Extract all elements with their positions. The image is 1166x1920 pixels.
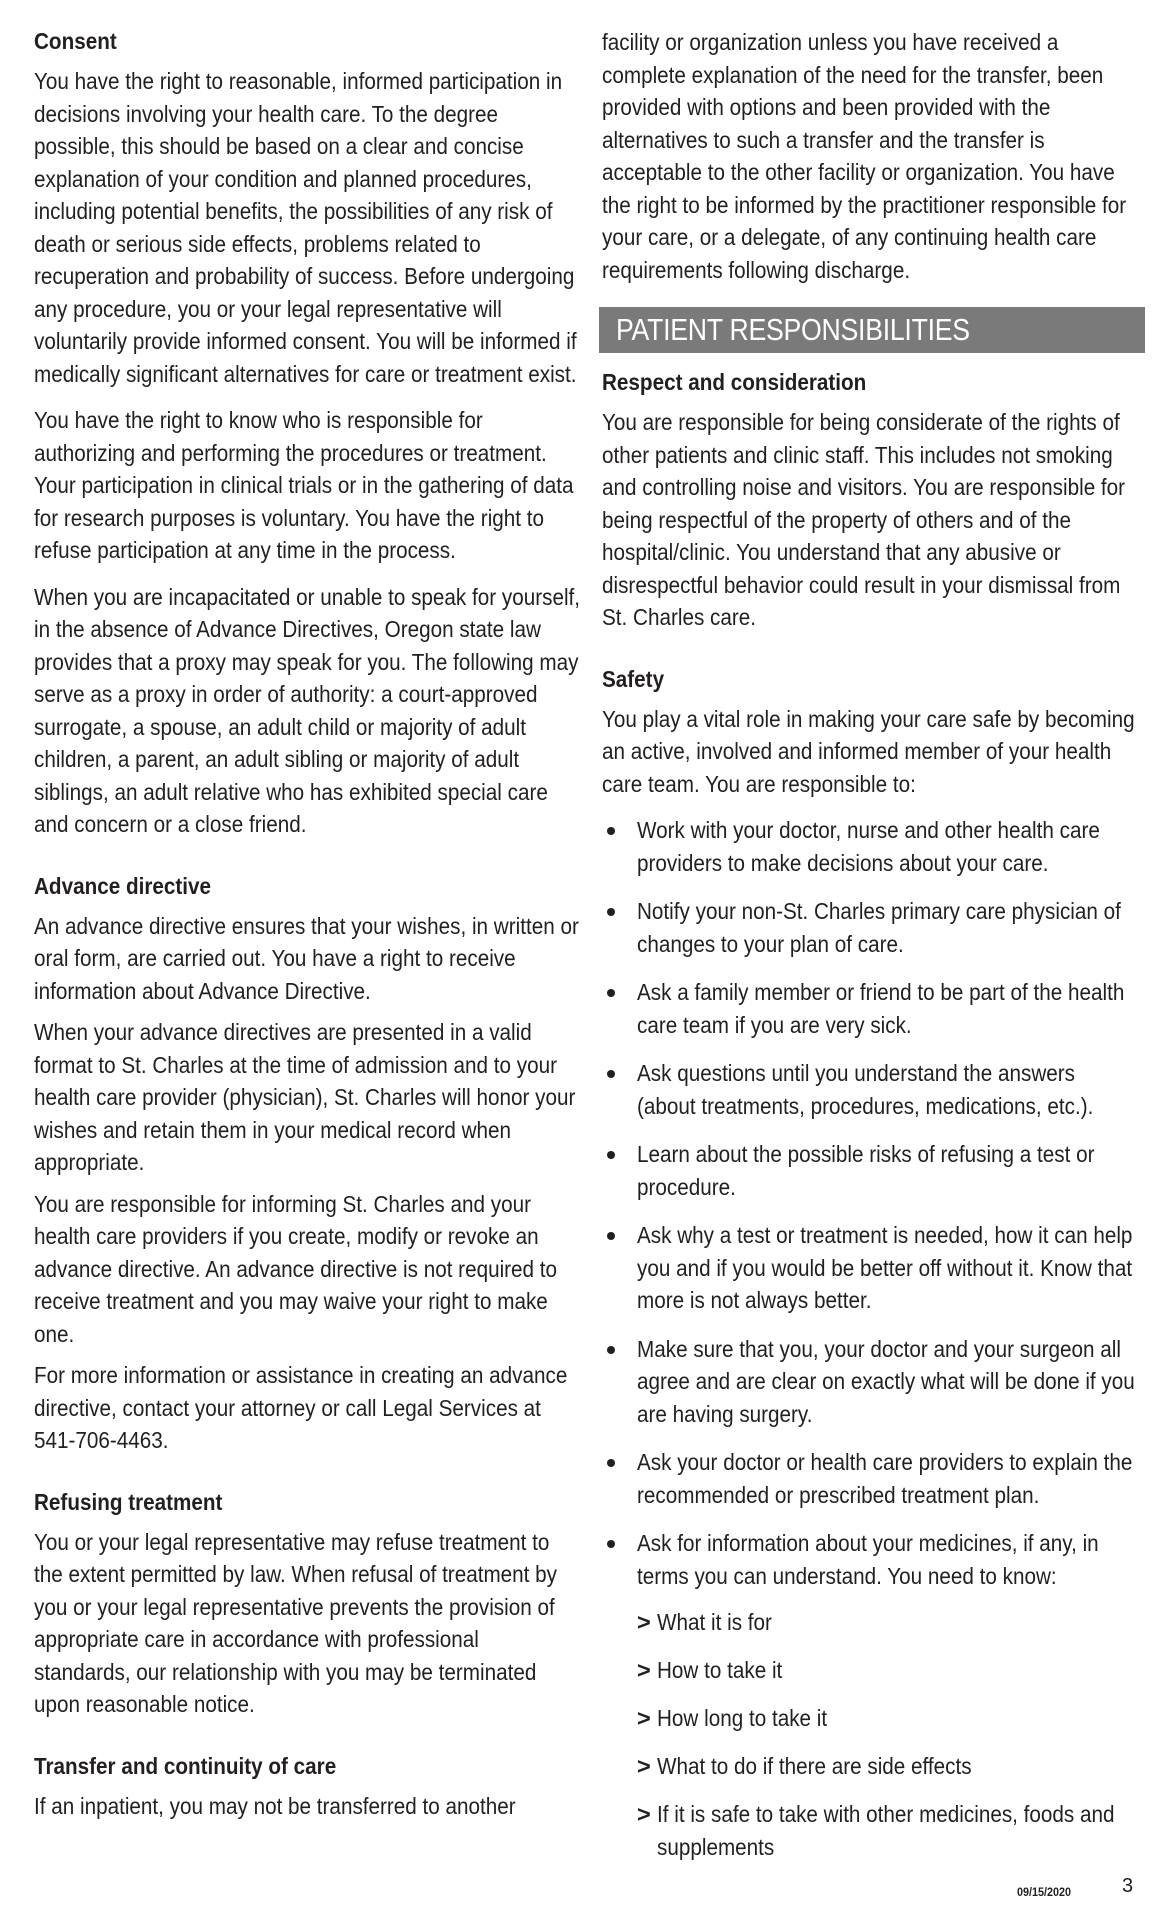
advance-directive-paragraph: When your advance directives are presented in a valid format to St. Charles at the time of admission and to your health care provider (physician), St. Charles will honor your wishes and retain them in your medical record when appropriate. xyxy=(34,1019,576,1175)
advance-directive-paragraph: You are responsible for informing St. Charles and your health care providers if you create, modify or revoke an advance directive. An advance directive is not required to receive treatment and you may waive your right to make one. xyxy=(34,1190,558,1347)
safety-heading: Safety xyxy=(602,665,665,692)
list-item: Work with your doctor, nurse and other health care providers to make decisions about your care. xyxy=(602,814,1137,879)
refusing-treatment-paragraph: You or your legal representative may refuse treatment to the extent permitted by law. When refusal of treatment by you or your legal representative prevents the provision of appropriate care in accordance with professional standards, our relationship with you may be terminated upon reasonable notice. xyxy=(34,1528,558,1717)
list-item: Make sure that you, your doctor and your surgeon all agree and are clear on exactly what will be done if you are having surgery. xyxy=(602,1333,1137,1431)
advance-directive-paragraph: An advance directive ensures that your wishes, in written or oral form, are carried out. You have a right to receive information about Advance Directive. xyxy=(34,912,579,1004)
chevron-right-icon: > xyxy=(637,1705,651,1731)
bullet-icon xyxy=(607,1459,615,1467)
sub-list-item: > If it is safe to take with other medicines, foods and supplements xyxy=(637,1798,1137,1863)
transfer-paragraph: If an inpatient, you may not be transferred to another xyxy=(34,1792,516,1819)
left-column xyxy=(34,26,579,1822)
bullet-icon xyxy=(607,1070,615,1078)
list-item: Ask a family member or friend to be part of the health care team if you are very sick. xyxy=(602,976,1137,1041)
bullet-icon xyxy=(607,1232,615,1240)
sub-list-item: > What it is for xyxy=(637,1606,1137,1639)
list-item: Learn about the possible risks of refusing a test or procedure. xyxy=(602,1138,1137,1203)
advance-directive-heading: Advance directive xyxy=(34,872,212,899)
consent-heading: Consent xyxy=(34,28,117,54)
right-column xyxy=(602,26,1137,1879)
banner-title: PATIENT RESPONSIBILITIES xyxy=(616,312,970,347)
consent-paragraph: You have the right to reasonable, informed participation in decisions involving your health care. To the degree possible, this should be based on a clear and concise explanation of your condition and planned procedures, including potential benefits, the possibilities of any risk of death or serious side effects, problems related to recuperation and probability of success. Before undergoing any procedure, you or your legal representative will voluntarily provide informed consent. You will be informed if medically significant alternatives for care or treatment exist. xyxy=(34,68,577,387)
list-item: Ask questions until you understand the answers (about treatments, procedures, medications, etc.). xyxy=(602,1057,1137,1122)
consent-paragraph: You have the right to know who is responsible for authorizing and performing the procedures or treatment. Your participation in clinical trials or in the gathering of data for research purposes is voluntary. You have the right to refuse participation at any time in the process. xyxy=(34,407,574,563)
bullet-icon xyxy=(607,1151,615,1159)
patient-responsibilities-banner xyxy=(599,307,1145,353)
safety-bullet-list xyxy=(602,814,1137,1863)
refusing-treatment-heading: Refusing treatment xyxy=(34,1488,223,1515)
sub-list-item: > How long to take it xyxy=(637,1702,1137,1735)
safety-intro: You play a vital role in making your care safe by becoming an active, involved and informed member of your health care team. You are responsible to: xyxy=(602,705,1135,797)
chevron-right-icon: > xyxy=(637,1609,651,1635)
sub-list-item: > How to take it xyxy=(637,1654,1137,1687)
chevron-right-icon: > xyxy=(637,1657,651,1683)
respect-paragraph: You are responsible for being considerate of the rights of other patients and clinic staff. This includes not smoking and controlling noise and visitors. You are responsible for being respectful of the property of others and of the hospital/clinic. You understand that any abusive or disrespectful behavior could result in your dismissal from St. Charles care. xyxy=(602,409,1126,630)
advance-directive-paragraph: For more information or assistance in creating an advance directive, contact your attorney or call Legal Services at 541-706-4463. xyxy=(34,1362,568,1453)
medicine-questions-list xyxy=(637,1606,1137,1863)
chevron-right-icon: > xyxy=(637,1801,651,1827)
page-number: 3 xyxy=(1122,1875,1134,1897)
bullet-icon xyxy=(607,1540,615,1548)
consent-paragraph: When you are incapacitated or unable to speak for yourself, in the absence of Advance Directives, Oregon state law provides that a proxy may speak for you. The following may serve as a proxy in order of authority: a court-approved surrogate, a spouse, an adult child or majority of adult children, a parent, an adult sibling or majority of adult siblings, an adult relative who has exhibited special care and concern or a close friend. xyxy=(34,583,581,837)
list-item: Ask for information about your medicines, if any, in terms you can understand. You need to know: > What it is for > How to take it > How long to take it > What to do if there are side effects > If it is safe to take with other medicines, foods and supplements xyxy=(602,1527,1137,1863)
transfer-paragraph-continued: facility or organization unless you have received a complete explanation of the need for the transfer, been provided with options and been provided with the alternatives to such a transfer and the transfer is acceptable to the other facility or organization. You have the right to be informed by the practitioner responsible for your care, or a delegate, of any continuing health care requirements following discharge. xyxy=(602,29,1127,283)
chevron-right-icon: > xyxy=(637,1753,651,1779)
sub-list-item: > What to do if there are side effects xyxy=(637,1750,1137,1783)
respect-heading: Respect and consideration xyxy=(602,369,867,395)
bullet-icon xyxy=(607,989,615,997)
list-item: Ask why a test or treatment is needed, how it can help you and if you would be better off without it. Know that more is not always better. xyxy=(602,1219,1137,1317)
bullet-icon xyxy=(607,827,615,835)
bullet-icon xyxy=(607,908,615,916)
footer-date: 09/15/2020 xyxy=(1017,1885,1072,1899)
transfer-heading: Transfer and continuity of care xyxy=(34,1752,337,1779)
list-item: Ask your doctor or health care providers to explain the recommended or prescribed treatment plan. xyxy=(602,1446,1137,1511)
list-item: Notify your non-St. Charles primary care physician of changes to your plan of care. xyxy=(602,895,1137,960)
bullet-icon xyxy=(607,1346,615,1354)
